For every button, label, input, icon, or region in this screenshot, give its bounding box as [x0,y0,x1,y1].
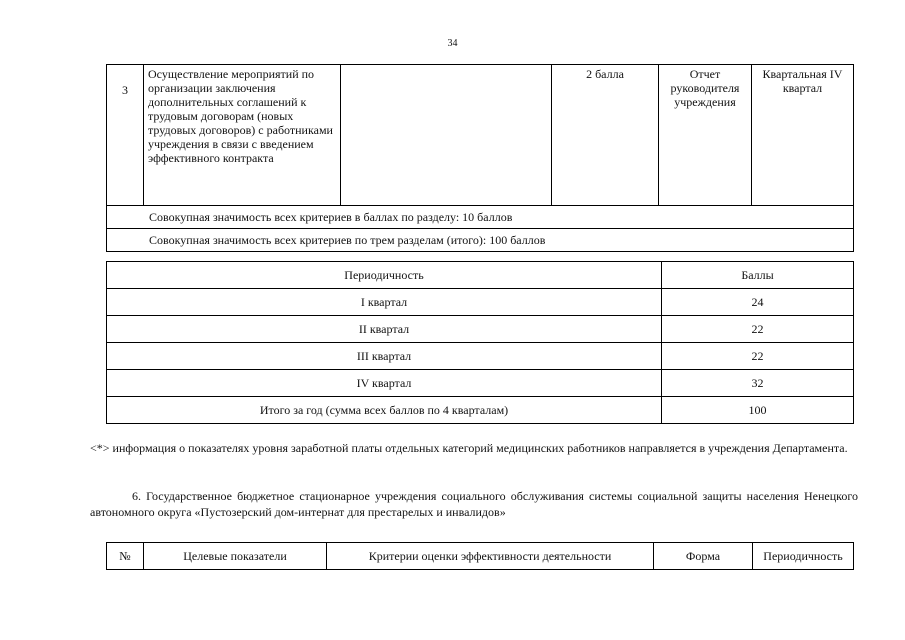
total-summary-row [107,229,854,252]
table-row [107,370,854,397]
form-cell: Отчет руководителя учреждения [659,65,752,206]
periodicity-header: Периодичность [753,543,854,570]
total-summary: Совокупная значимость всех критериев по трем разделам (итого): 100 баллов [107,229,854,252]
period-cell: Итого за год (сумма всех баллов по 4 кварталам) [107,397,662,424]
score-cell: 22 [662,343,854,370]
score-cell: 32 [662,370,854,397]
table-row [107,397,854,424]
section-summary: Совокупная значимость всех критериев в баллах по разделу: 10 баллов [107,206,854,229]
target-indicator-text: Осуществление мероприятий по организации заключения дополнительных соглашений к трудовым договорам (новых трудовых договоров) с работниками учреждения в связи с введением эффективного контракта [144,65,341,206]
periodicity-header: Периодичность [107,262,662,289]
quarterly-scores-table [106,261,854,424]
period-cell: II квартал [107,316,662,343]
criteria-cell [341,65,552,206]
criteria-table [106,64,854,252]
footnote: <*> информация о показателях уровня заработной платы отдельных категорий медицинских работников направляется в учреждения Департамента. [90,441,848,455]
table-row [107,289,854,316]
table-row [107,343,854,370]
period-cell: III квартал [107,343,662,370]
indicators-table-header [106,542,854,570]
score-cell: 2 балла [552,65,659,206]
form-header: Форма [654,543,753,570]
period-cell: IV квартал [107,370,662,397]
score-cell: 100 [662,397,854,424]
section-summary-row [107,206,854,229]
table-header-row [107,543,854,570]
table-header-row [107,262,854,289]
table-row [107,65,854,206]
period-cell: I квартал [107,289,662,316]
criteria-header: Критерии оценки эффективности деятельности [327,543,654,570]
table-row [107,316,854,343]
section-heading: 6. Государственное бюджетное стационарное учреждения социального обслуживания системы социальной защиты населения Ненецкого автономного округа «Пустозерский дом-интернат для престарелых и инвалидов» [90,489,858,519]
row-number: 3 [107,65,144,206]
page-number: 34 [447,38,458,49]
score-cell: 24 [662,289,854,316]
target-indicators-header: Целевые показатели [144,543,327,570]
number-header: № [107,543,144,570]
score-header: Баллы [662,262,854,289]
score-cell: 22 [662,316,854,343]
periodicity-cell: Квартальная IV квартал [752,65,854,206]
